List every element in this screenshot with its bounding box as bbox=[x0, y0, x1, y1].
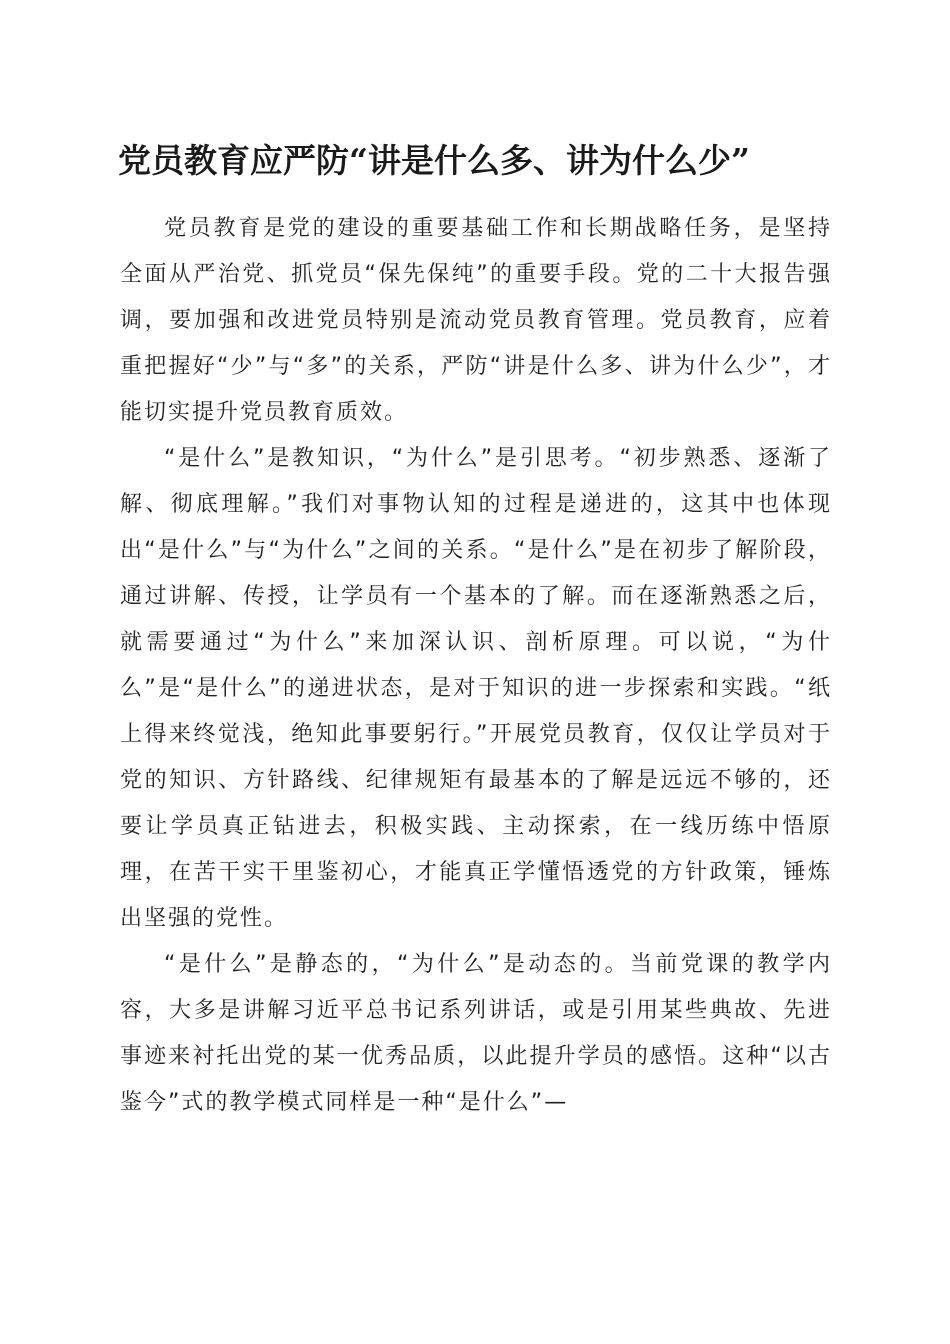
paragraph-1: 党员教育是党的建设的重要基础工作和长期战略任务，是坚持全面从严治党、抓党员“保先保纯”的重要手段。党的二十大报告强调，要加强和改进党员特别是流动党员教育管理。党员教育，应着重把握好“少”与“多”的关系，严防“讲是什么多、讲为什么少”，才能切实提升党员教育质效。 bbox=[120, 216, 832, 425]
document-body bbox=[120, 206, 832, 1126]
paragraph-2: “是什么”是教知识，“为什么”是引思考。“初步熟悉、逐渐了解、彻底理解。”我们对事物认知的过程是递进的，这其中也体现出“是什么”与“为什么”之间的关系。“是什么”是在初步了解阶段，通过讲解、传授，让学员有一个基本的了解。而在逐渐熟悉之后，就需要通过“为什么”来加深认识、剖析原理。可以说，“为什么”是“是什么”的递进状态，是对于知识的进一步探索和实践。“纸上得来终觉浅，绝知此事要躬行。”开展党员教育，仅仅让学员对于党的知识、方针路线、纪律规矩有最基本的了解是远远不够的，还要让学员真正钻进去，积极实践、主动探索，在一线历练中悟原理，在苦干实干里鉴初心，才能真正学懂悟透党的方针政策，锤炼出坚强的党性。 bbox=[120, 446, 832, 931]
document-title: 党员教育应严防“讲是什么多、讲为什么少” bbox=[118, 141, 750, 180]
paragraph-3: “是什么”是静态的，“为什么”是动态的。当前党课的教学内容，大多是讲解习近平总书记系列讲话，或是引用某些典故、先进事迹来衬托出党的某一优秀品质，以此提升学员的感悟。这种“以古鉴今”式的教学模式同样是一种“是什么”— bbox=[120, 952, 832, 1115]
